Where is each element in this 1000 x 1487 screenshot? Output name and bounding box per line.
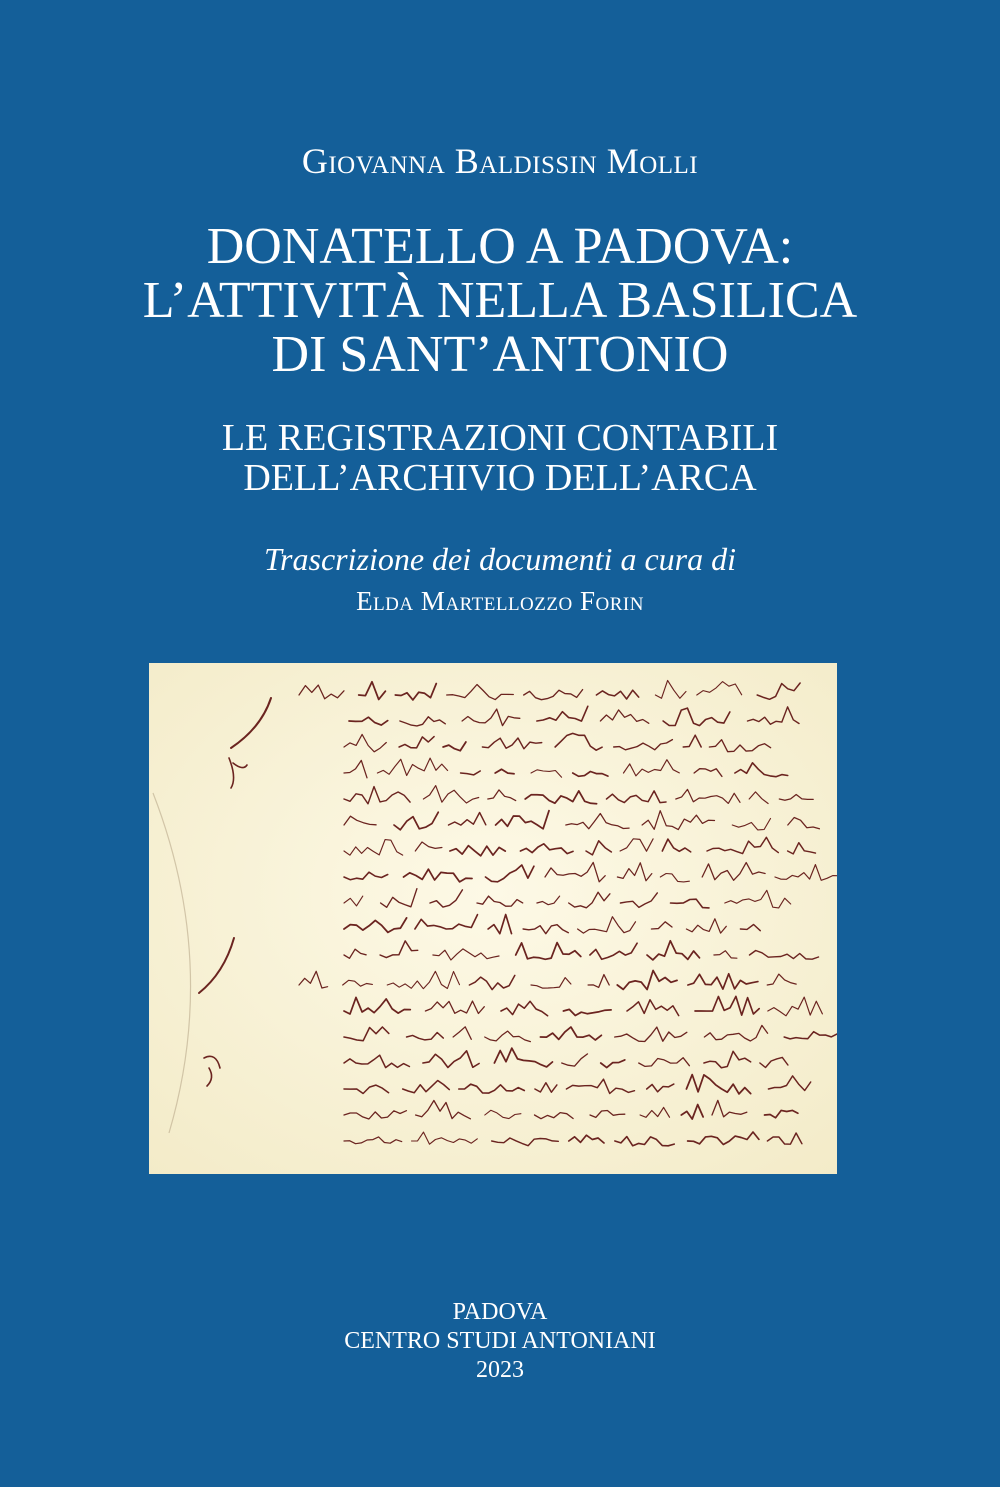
author-name: Giovanna Baldissin Molli <box>301 141 699 181</box>
publisher-city: PADOVA <box>452 1299 548 1325</box>
title-line: DI SANT’ANTONIO <box>271 326 729 383</box>
manuscript-paper <box>149 663 837 1174</box>
title-line: L’ATTIVITÀ NELLA BASILICA <box>142 272 858 329</box>
publisher-block <box>0 1298 1000 1385</box>
credit-name: Elda Martellozzo Forin <box>356 586 644 616</box>
manuscript-image <box>149 663 837 1174</box>
subtitle-line: LE REGISTRAZIONI CONTABILI <box>221 417 779 459</box>
subtitle-line: DELL’ARCHIVIO DELL’ARCA <box>243 457 757 499</box>
credit-intro: Trascrizione dei documenti a cura di <box>264 541 736 577</box>
title-line: DONATELLO A PADOVA: <box>206 218 794 275</box>
manuscript-handwriting-illustration <box>149 663 837 1174</box>
book-subtitle <box>0 418 1000 498</box>
publication-year: 2023 <box>476 1357 524 1383</box>
book-title <box>0 220 1000 382</box>
publisher-name: CENTRO STUDI ANTONIANI <box>344 1328 656 1354</box>
